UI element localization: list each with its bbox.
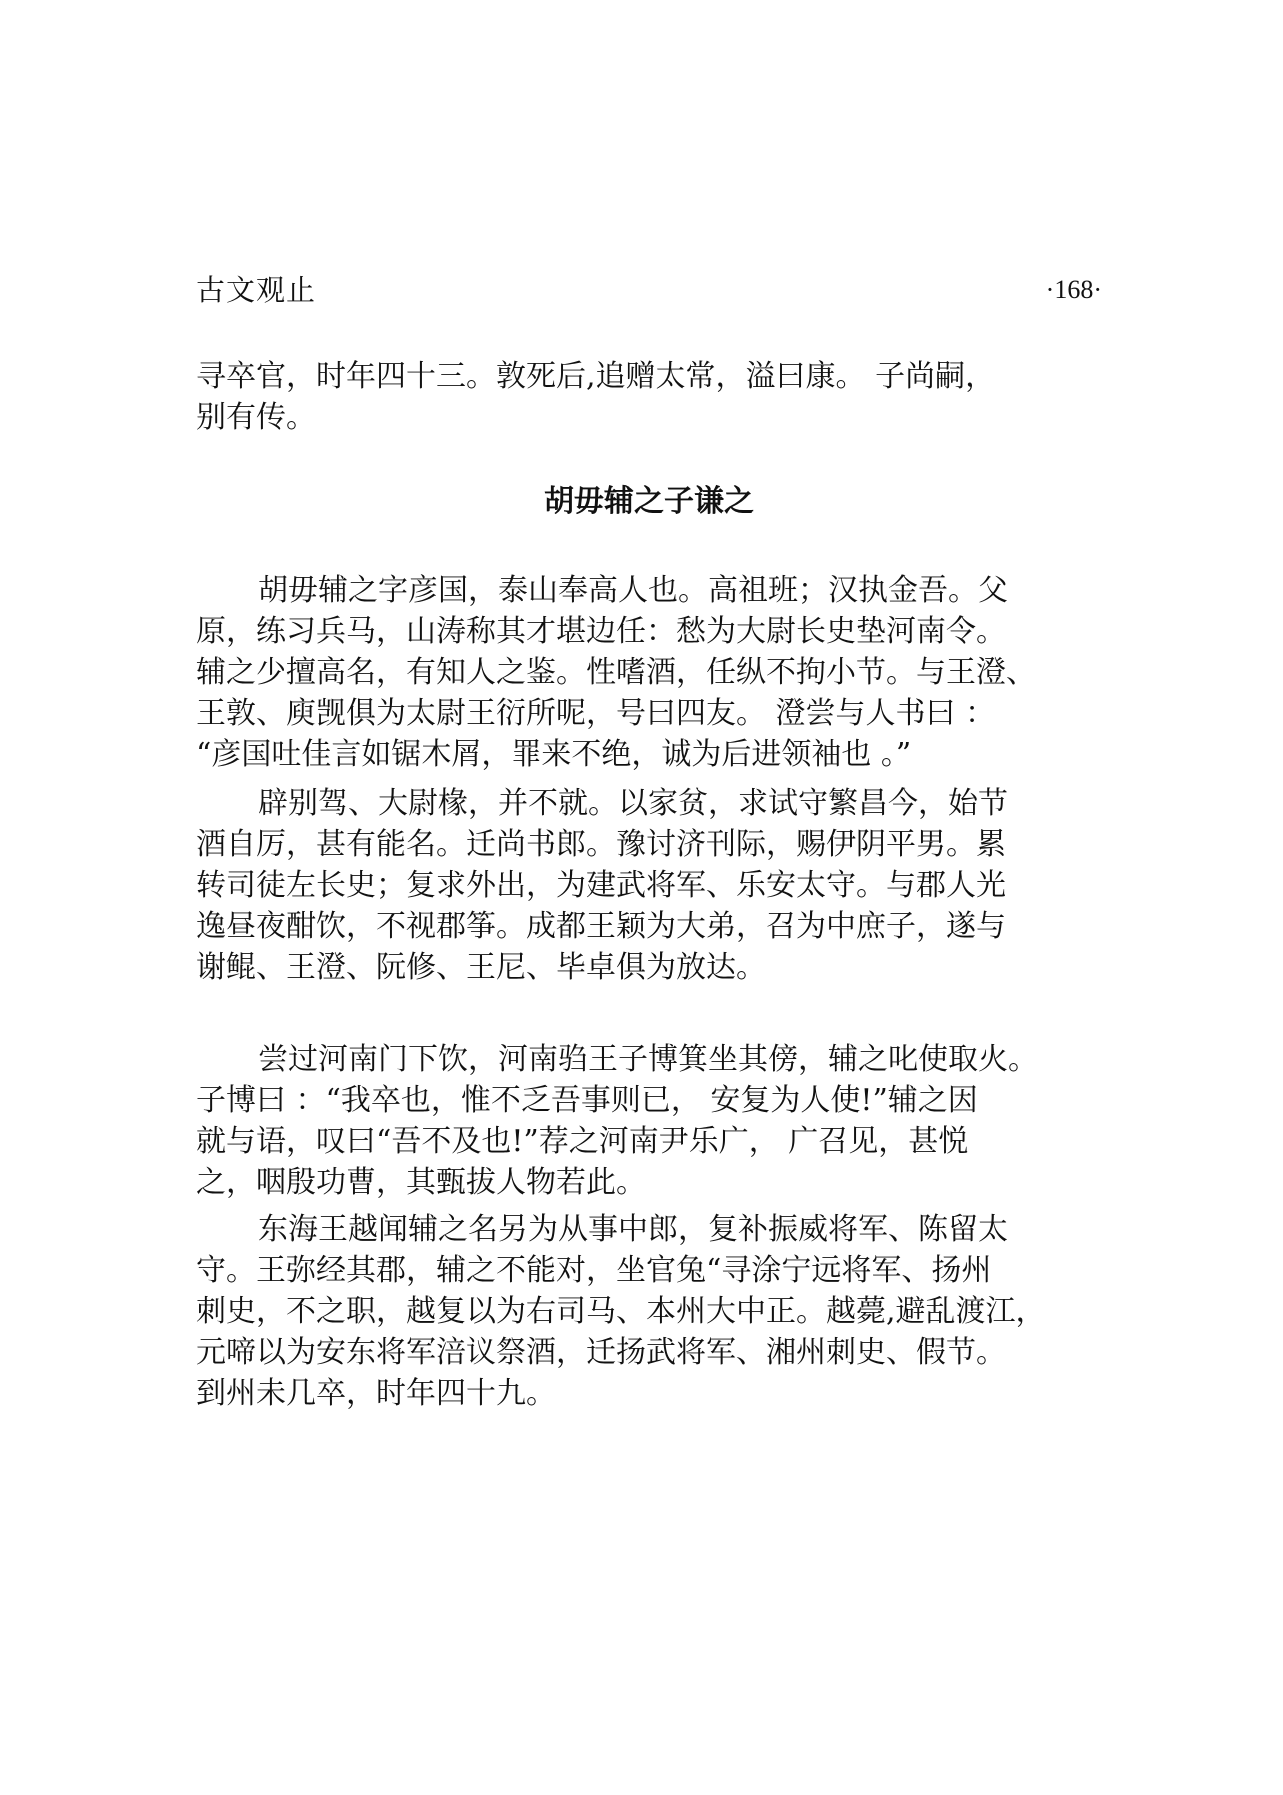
text-line: 尝过河南门下饮，河南驺王子博箕坐其傍，辅之叱使取火。: [258, 1042, 1038, 1077]
running-header: [196, 270, 1102, 310]
text-line: 子博曰 ：“我卒也，惟不乏吾事则已， 安复为人使!”辅之因: [196, 1083, 978, 1118]
paragraph-2: [196, 783, 1116, 988]
text-line: 辅之少擅高名，有知人之鉴。性嗜酒，任纵不拘小节。与王澄、: [196, 655, 1036, 690]
text-line: 之，咽殷功曹，其甄拔人物若此。: [196, 1165, 646, 1200]
text-line: 刺史，不之职，越复以为右司马、本州大中正。越薨,避乱渡江，: [196, 1294, 1046, 1329]
paragraph-3: [196, 1039, 1116, 1203]
text-line: 王敦、庾觊俱为太尉王衍所呢，号曰四友。 澄尝与人书曰 ：: [196, 696, 996, 731]
text-line: 酒自厉，甚有能名。迁尚书郎。豫讨济刊际，赐伊阴平男。累: [196, 827, 1006, 862]
page-number: ·168·: [1045, 275, 1102, 304]
text-line: 东海王越闻辅之名另为从事中郎，复补振威将军、陈留太: [258, 1212, 1008, 1247]
text-line: 别有传。: [196, 400, 316, 435]
section-title: 胡毋辅之子谦之: [544, 484, 754, 519]
text-line: 原，练习兵马，山涛称其才堪边任：愁为大尉长史垫河南令。: [196, 614, 1006, 649]
book-title: 古文观止: [196, 273, 317, 307]
text-line: 就与语，叹曰“吾不及也!”荐之河南尹乐广， 广召见，甚悦: [196, 1124, 969, 1159]
text-line: 守。王弥经其郡，辅之不能对，坐官兔“寻涂宁远将军、扬州: [196, 1253, 992, 1288]
text-line: 到州未几卒，时年四十九。: [196, 1376, 556, 1411]
text-line: 寻卒官，时年四十三。敦死后,追赠太常，溢曰康。 子尚嗣，: [196, 359, 996, 394]
text-line: 辟别驾、大尉椽，并不就。以家贫，求试守繁昌今，始节: [258, 786, 1008, 821]
text-line: 转司徒左长史；复求外出，为建武将军、乐安太守。与郡人光: [196, 868, 1006, 903]
text-line: 逸昼夜酣饮，不视郡筝。成都王颖为大弟，召为中庶子，遂与: [196, 909, 1006, 944]
text-line: 胡毋辅之字彦国，泰山奉高人也。高祖班；汉执金吾。父: [258, 573, 1008, 608]
paragraph-continuation: [196, 356, 1116, 438]
text-line: 谢鲲、王澄、阮修、王尼、毕卓俱为放达。: [196, 950, 766, 985]
text-line: “彦国吐佳言如锯木屑，罪来不绝，诚为后进领袖也 。”: [196, 737, 912, 772]
paragraph-1: [196, 570, 1116, 775]
text-line: 元啼以为安东将军涪议祭酒，迁扬武将军、湘州刺史、假节。: [196, 1335, 1006, 1370]
paragraph-4: [196, 1209, 1116, 1414]
